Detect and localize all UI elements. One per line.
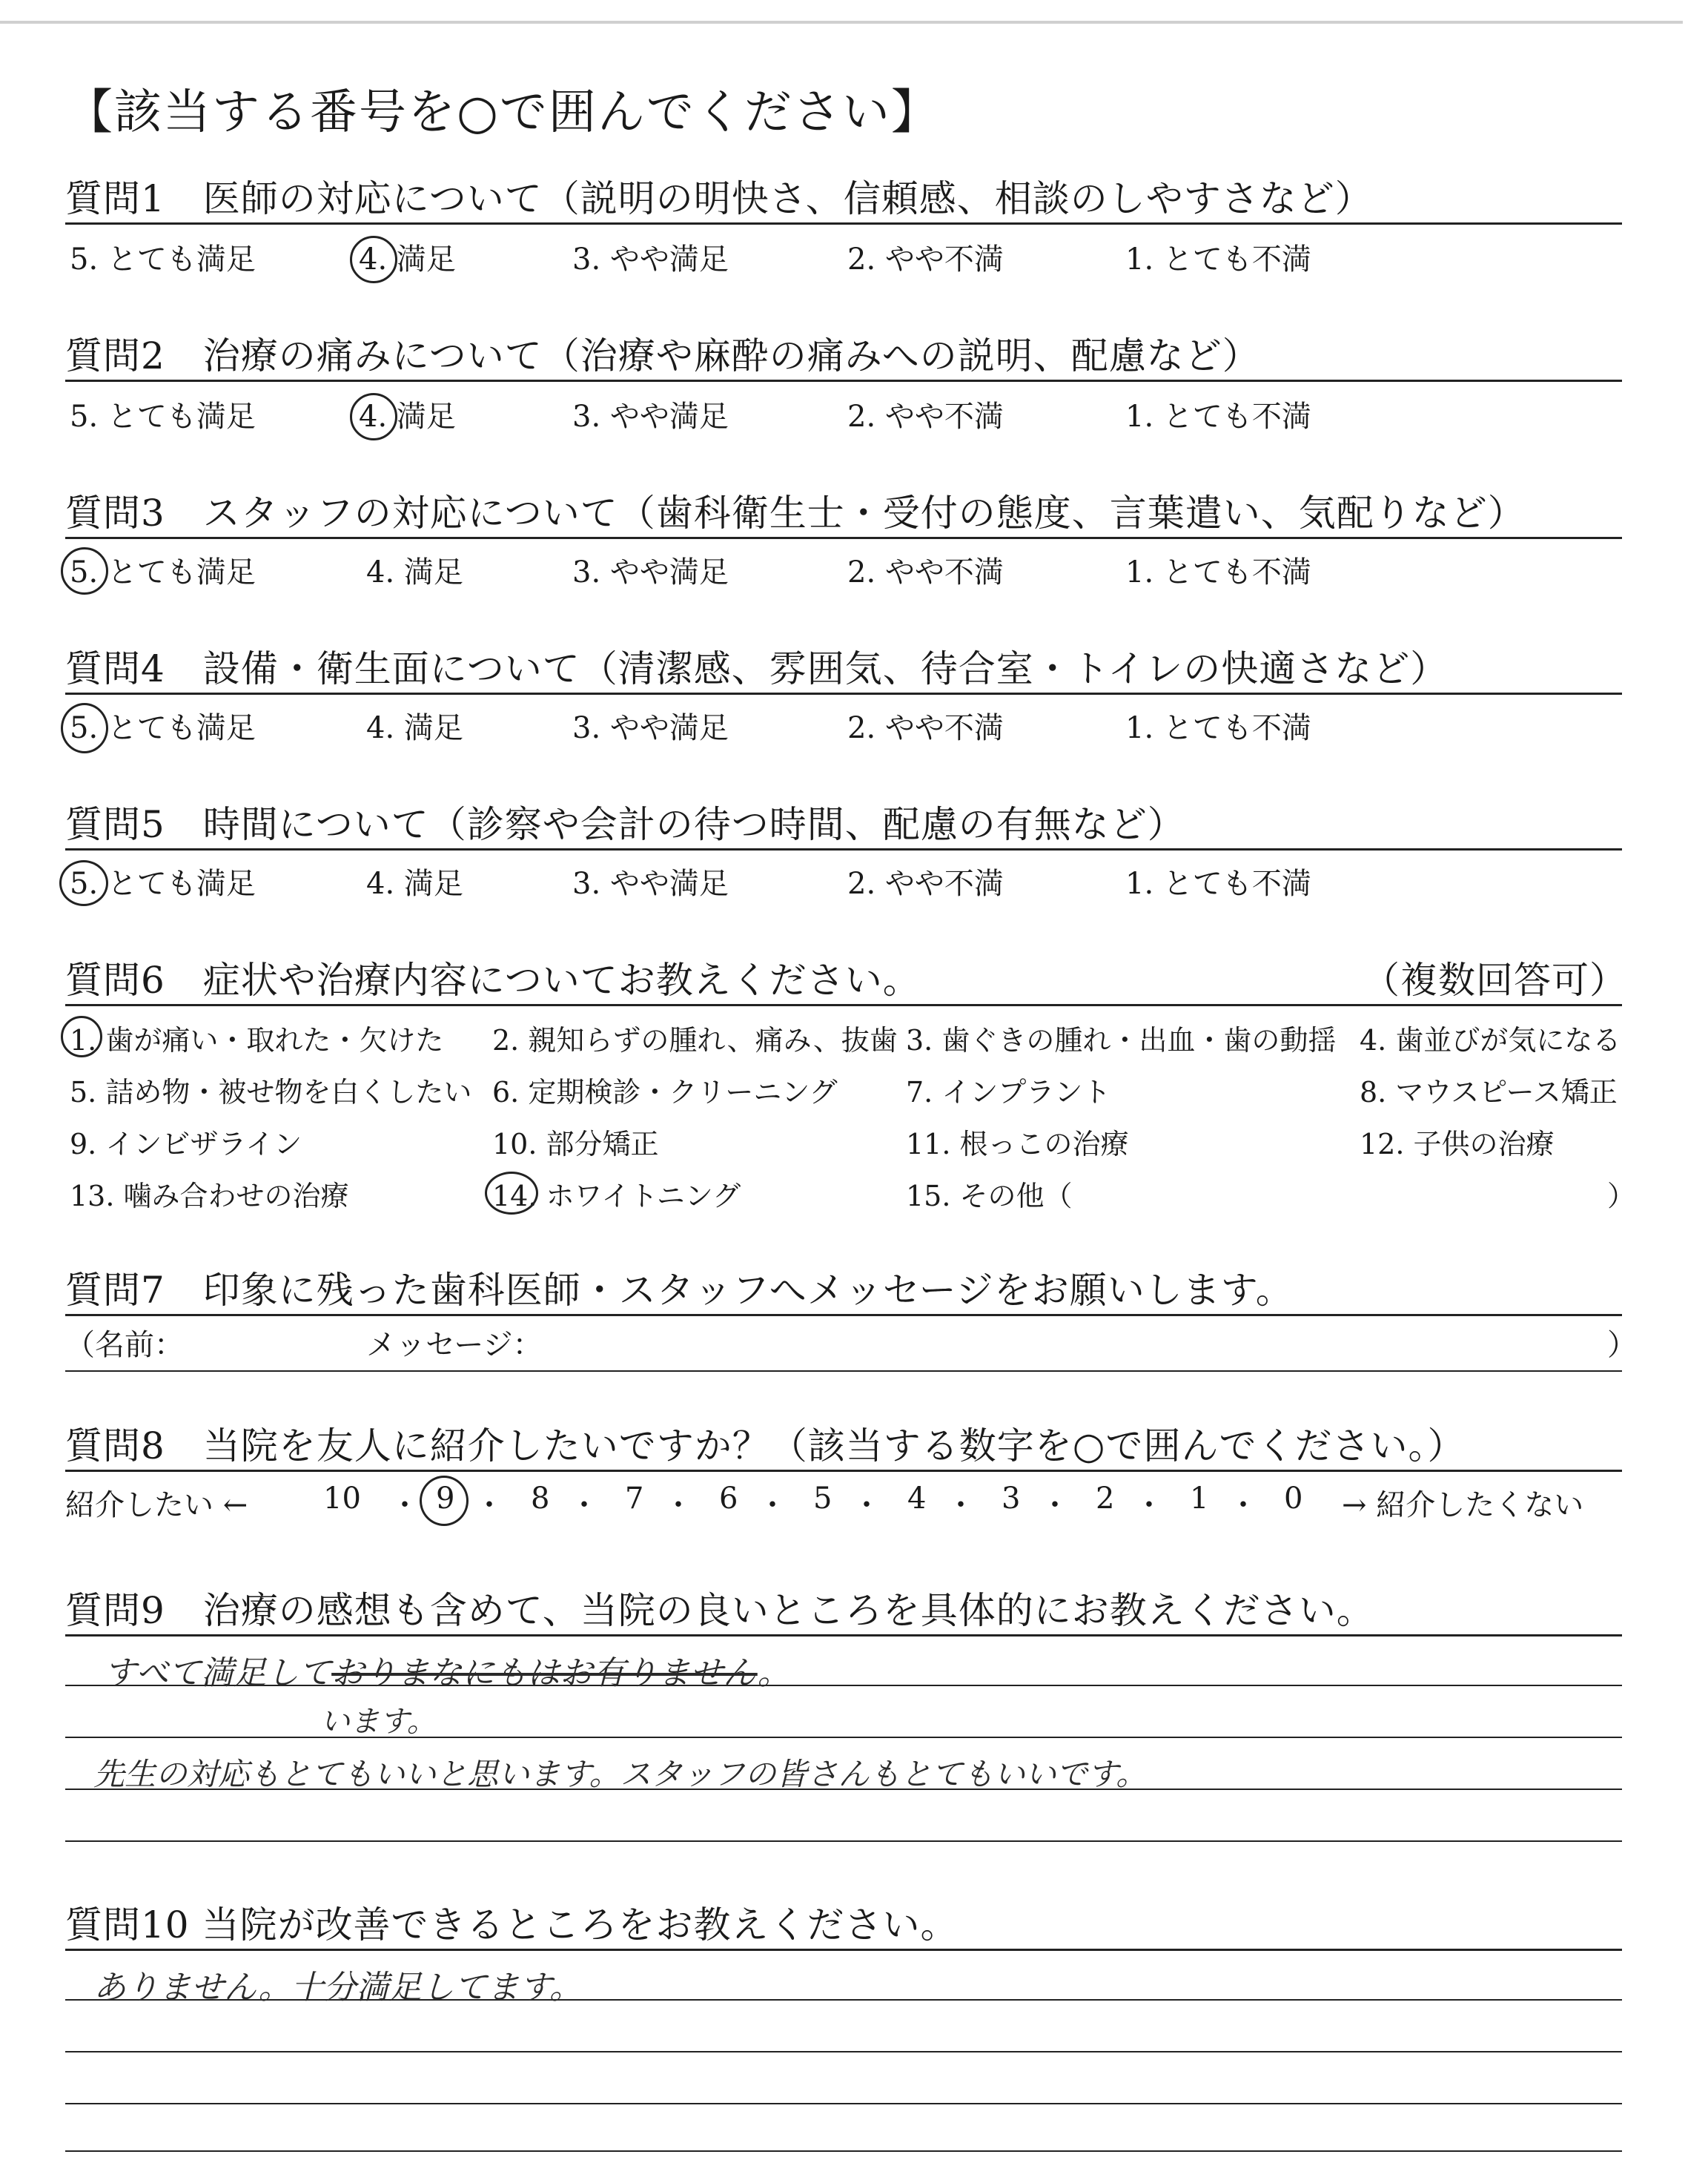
- q2-option-4[interactable]: 4. 満足: [359, 400, 456, 434]
- q8-dot: ・: [758, 1488, 787, 1522]
- q6-option-8[interactable]: 8. マウスピース矯正: [1360, 1076, 1618, 1109]
- q6-heading: 質問6 症状や治療内容についてお教えください。: [65, 959, 921, 1002]
- q6-multiple-note: （複数回答可）: [1363, 959, 1627, 1002]
- q1-option-5[interactable]: 5. とても満足: [70, 242, 256, 277]
- q9-line-4: [65, 1840, 1622, 1842]
- q4-option-2[interactable]: 2. やや不満: [847, 711, 1004, 745]
- q8-right-label: → 紹介したくない: [1342, 1488, 1584, 1522]
- q8-dot: ・: [569, 1488, 599, 1522]
- q8-rule: [65, 1470, 1622, 1472]
- q8-dot: ・: [663, 1488, 693, 1522]
- q7-name-label: （名前：: [65, 1328, 184, 1362]
- q8-selection-circle: [420, 1476, 469, 1526]
- q6-option-15[interactable]: 15. その他（: [906, 1180, 1073, 1212]
- q8-scale-5[interactable]: 5: [813, 1482, 833, 1516]
- q2-option-1[interactable]: 1. とても不満: [1125, 400, 1311, 434]
- q5-heading: 質問5 時間について（診察や会計の待つ時間、配慮の有無など）: [65, 803, 1185, 846]
- q7-rule: [65, 1314, 1622, 1316]
- q3-option-1[interactable]: 1. とても不満: [1125, 555, 1311, 589]
- q3-option-5[interactable]: 5. とても満足: [70, 555, 256, 589]
- q3-option-4[interactable]: 4. 満足: [366, 555, 463, 589]
- q2-selection-circle: [350, 393, 397, 440]
- q3-option-2[interactable]: 2. やや不満: [847, 555, 1004, 589]
- q6-option-12[interactable]: 12. 子供の治療: [1360, 1128, 1555, 1160]
- q8-heading: 質問8 当院を友人に紹介したいですか？（該当する数字を○で囲んでください。）: [65, 1424, 1466, 1467]
- q6-option-3[interactable]: 3. 歯ぐきの腫れ・出血・歯の動揺: [906, 1024, 1337, 1057]
- q1-heading: 質問1 医師の対応について（説明の明快さ、信頼感、相談のしやすさなど）: [65, 177, 1373, 220]
- q8-dot: ・: [390, 1488, 420, 1522]
- q6-other-close: ）: [1607, 1180, 1636, 1212]
- q6-option-4[interactable]: 4. 歯並びが気になる: [1360, 1024, 1621, 1057]
- q4-heading: 質問4 設備・衛生面について（清潔感、雰囲気、待合室・トイレの快適さなど）: [65, 647, 1449, 690]
- q4-option-1[interactable]: 1. とても不満: [1125, 711, 1311, 745]
- q9-answer-period: 。: [757, 1654, 790, 1692]
- q9-line-2: [65, 1737, 1622, 1738]
- q3-option-3[interactable]: 3. やや満足: [572, 555, 729, 589]
- q10-heading: 質問10 当院が改善できるところをお教えください。: [65, 1903, 959, 1946]
- q9-answer-line3: 先生の対応もとてもいいと思います。スタッフの皆さんもとてもいいです。: [93, 1756, 1148, 1792]
- q5-option-2[interactable]: 2. やや不満: [847, 867, 1004, 901]
- q1-rule: [65, 222, 1622, 225]
- q3-selection-circle: [61, 547, 108, 595]
- q8-scale-9[interactable]: 9: [436, 1482, 455, 1516]
- q9-heading: 質問9 治療の感想も含めて、当院の良いところを具体的にお教えください。: [65, 1589, 1374, 1632]
- q8-dot: ・: [852, 1488, 881, 1522]
- q6-option-6[interactable]: 6. 定期検診・クリーニング: [492, 1076, 838, 1109]
- q10-rule: [65, 1949, 1622, 1951]
- q8-scale-3[interactable]: 3: [1002, 1482, 1021, 1516]
- q8-left-label: 紹介したい ←: [65, 1488, 248, 1522]
- q4-rule: [65, 693, 1622, 695]
- q5-option-3[interactable]: 3. やや満足: [572, 867, 729, 901]
- q8-scale-10[interactable]: 10: [323, 1482, 361, 1516]
- q6-option-9[interactable]: 9. インビザライン: [70, 1128, 302, 1160]
- q6-option-11[interactable]: 11. 根っこの治療: [906, 1128, 1129, 1160]
- q6-option-1[interactable]: 1. 歯が痛い・取れた・欠けた: [70, 1024, 444, 1057]
- q8-scale-7[interactable]: 7: [625, 1482, 644, 1516]
- q8-dot: ・: [474, 1488, 504, 1522]
- q5-selection-circle: [59, 860, 108, 906]
- q7-answer-rule: [65, 1370, 1622, 1372]
- q2-option-2[interactable]: 2. やや不満: [847, 400, 1004, 434]
- q4-option-3[interactable]: 3. やや満足: [572, 711, 729, 745]
- q10-line-2: [65, 2051, 1622, 2052]
- q9-answer-line2: います。: [320, 1705, 437, 1739]
- q6-option-13[interactable]: 13. 噛み合わせの治療: [70, 1180, 349, 1212]
- q5-option-4[interactable]: 4. 満足: [366, 867, 463, 901]
- q7-heading: 質問7 印象に残った歯科医師・スタッフへメッセージをお願いします。: [65, 1269, 1294, 1312]
- q8-dot: ・: [1228, 1488, 1258, 1522]
- q8-scale-2[interactable]: 2: [1096, 1482, 1115, 1516]
- q8-dot: ・: [1134, 1488, 1164, 1522]
- q5-option-1[interactable]: 1. とても不満: [1125, 867, 1311, 901]
- q2-option-3[interactable]: 3. やや満足: [572, 400, 729, 434]
- q6-selection-circle-1: [61, 1016, 102, 1057]
- q8-scale-6[interactable]: 6: [719, 1482, 738, 1516]
- q5-option-5[interactable]: 5. とても満足: [70, 867, 256, 901]
- q8-scale-0[interactable]: 0: [1284, 1482, 1303, 1516]
- q8-scale-4[interactable]: 4: [907, 1482, 927, 1516]
- q2-rule: [65, 380, 1622, 382]
- q9-answer-struck: おりまなにもはお有りません: [331, 1654, 758, 1692]
- q8-dot: ・: [946, 1488, 976, 1522]
- q6-option-7[interactable]: 7. インプラント: [906, 1076, 1111, 1109]
- q10-answer: ありません。十分満足してます。: [93, 1969, 583, 2007]
- q6-option-14[interactable]: 14. ホワイトニング: [492, 1180, 741, 1212]
- q3-heading: 質問3 スタッフの対応について（歯科衛生士・受付の態度、言葉遣い、気配りなど）: [65, 492, 1526, 535]
- q8-scale-1[interactable]: 1: [1190, 1482, 1209, 1516]
- q6-option-2[interactable]: 2. 親知らずの腫れ、痛み、抜歯: [492, 1024, 898, 1057]
- q3-rule: [65, 537, 1622, 539]
- page-title: 【該当する番号を○で囲んでください】: [65, 85, 940, 140]
- q1-option-2[interactable]: 2. やや不満: [847, 242, 1004, 277]
- q4-option-5[interactable]: 5. とても満足: [70, 711, 256, 745]
- q1-option-3[interactable]: 3. やや満足: [572, 242, 729, 277]
- q9-answer-line1: [104, 1646, 790, 1694]
- q9-rule: [65, 1634, 1622, 1636]
- q2-option-5[interactable]: 5. とても満足: [70, 400, 256, 434]
- q6-rule: [65, 1004, 1622, 1006]
- q6-selection-circle-14: [485, 1172, 538, 1215]
- q1-selection-circle: [350, 236, 397, 283]
- q5-rule: [65, 848, 1622, 851]
- q2-heading: 質問2 治療の痛みについて（治療や麻酔の痛みへの説明、配慮など）: [65, 334, 1260, 377]
- q6-option-10[interactable]: 10. 部分矯正: [492, 1128, 659, 1160]
- q8-scale-8[interactable]: 8: [531, 1482, 550, 1516]
- q7-message-label: メッセージ：: [366, 1328, 543, 1362]
- q10-line-3: [65, 2103, 1622, 2104]
- q8-dot: ・: [1040, 1488, 1070, 1522]
- q4-option-4[interactable]: 4. 満足: [366, 711, 463, 745]
- top-edge-line: [0, 21, 1683, 24]
- q1-option-4[interactable]: 4. 満足: [359, 242, 456, 277]
- q10-line-4: [65, 2150, 1622, 2152]
- q1-option-1[interactable]: 1. とても不満: [1125, 242, 1311, 277]
- q9-answer-text: すべて満足して: [104, 1654, 332, 1692]
- q6-option-5[interactable]: 5. 詰め物・被せ物を白くしたい: [70, 1076, 472, 1109]
- q4-selection-circle: [61, 703, 108, 753]
- q7-close-paren: ）: [1607, 1328, 1637, 1362]
